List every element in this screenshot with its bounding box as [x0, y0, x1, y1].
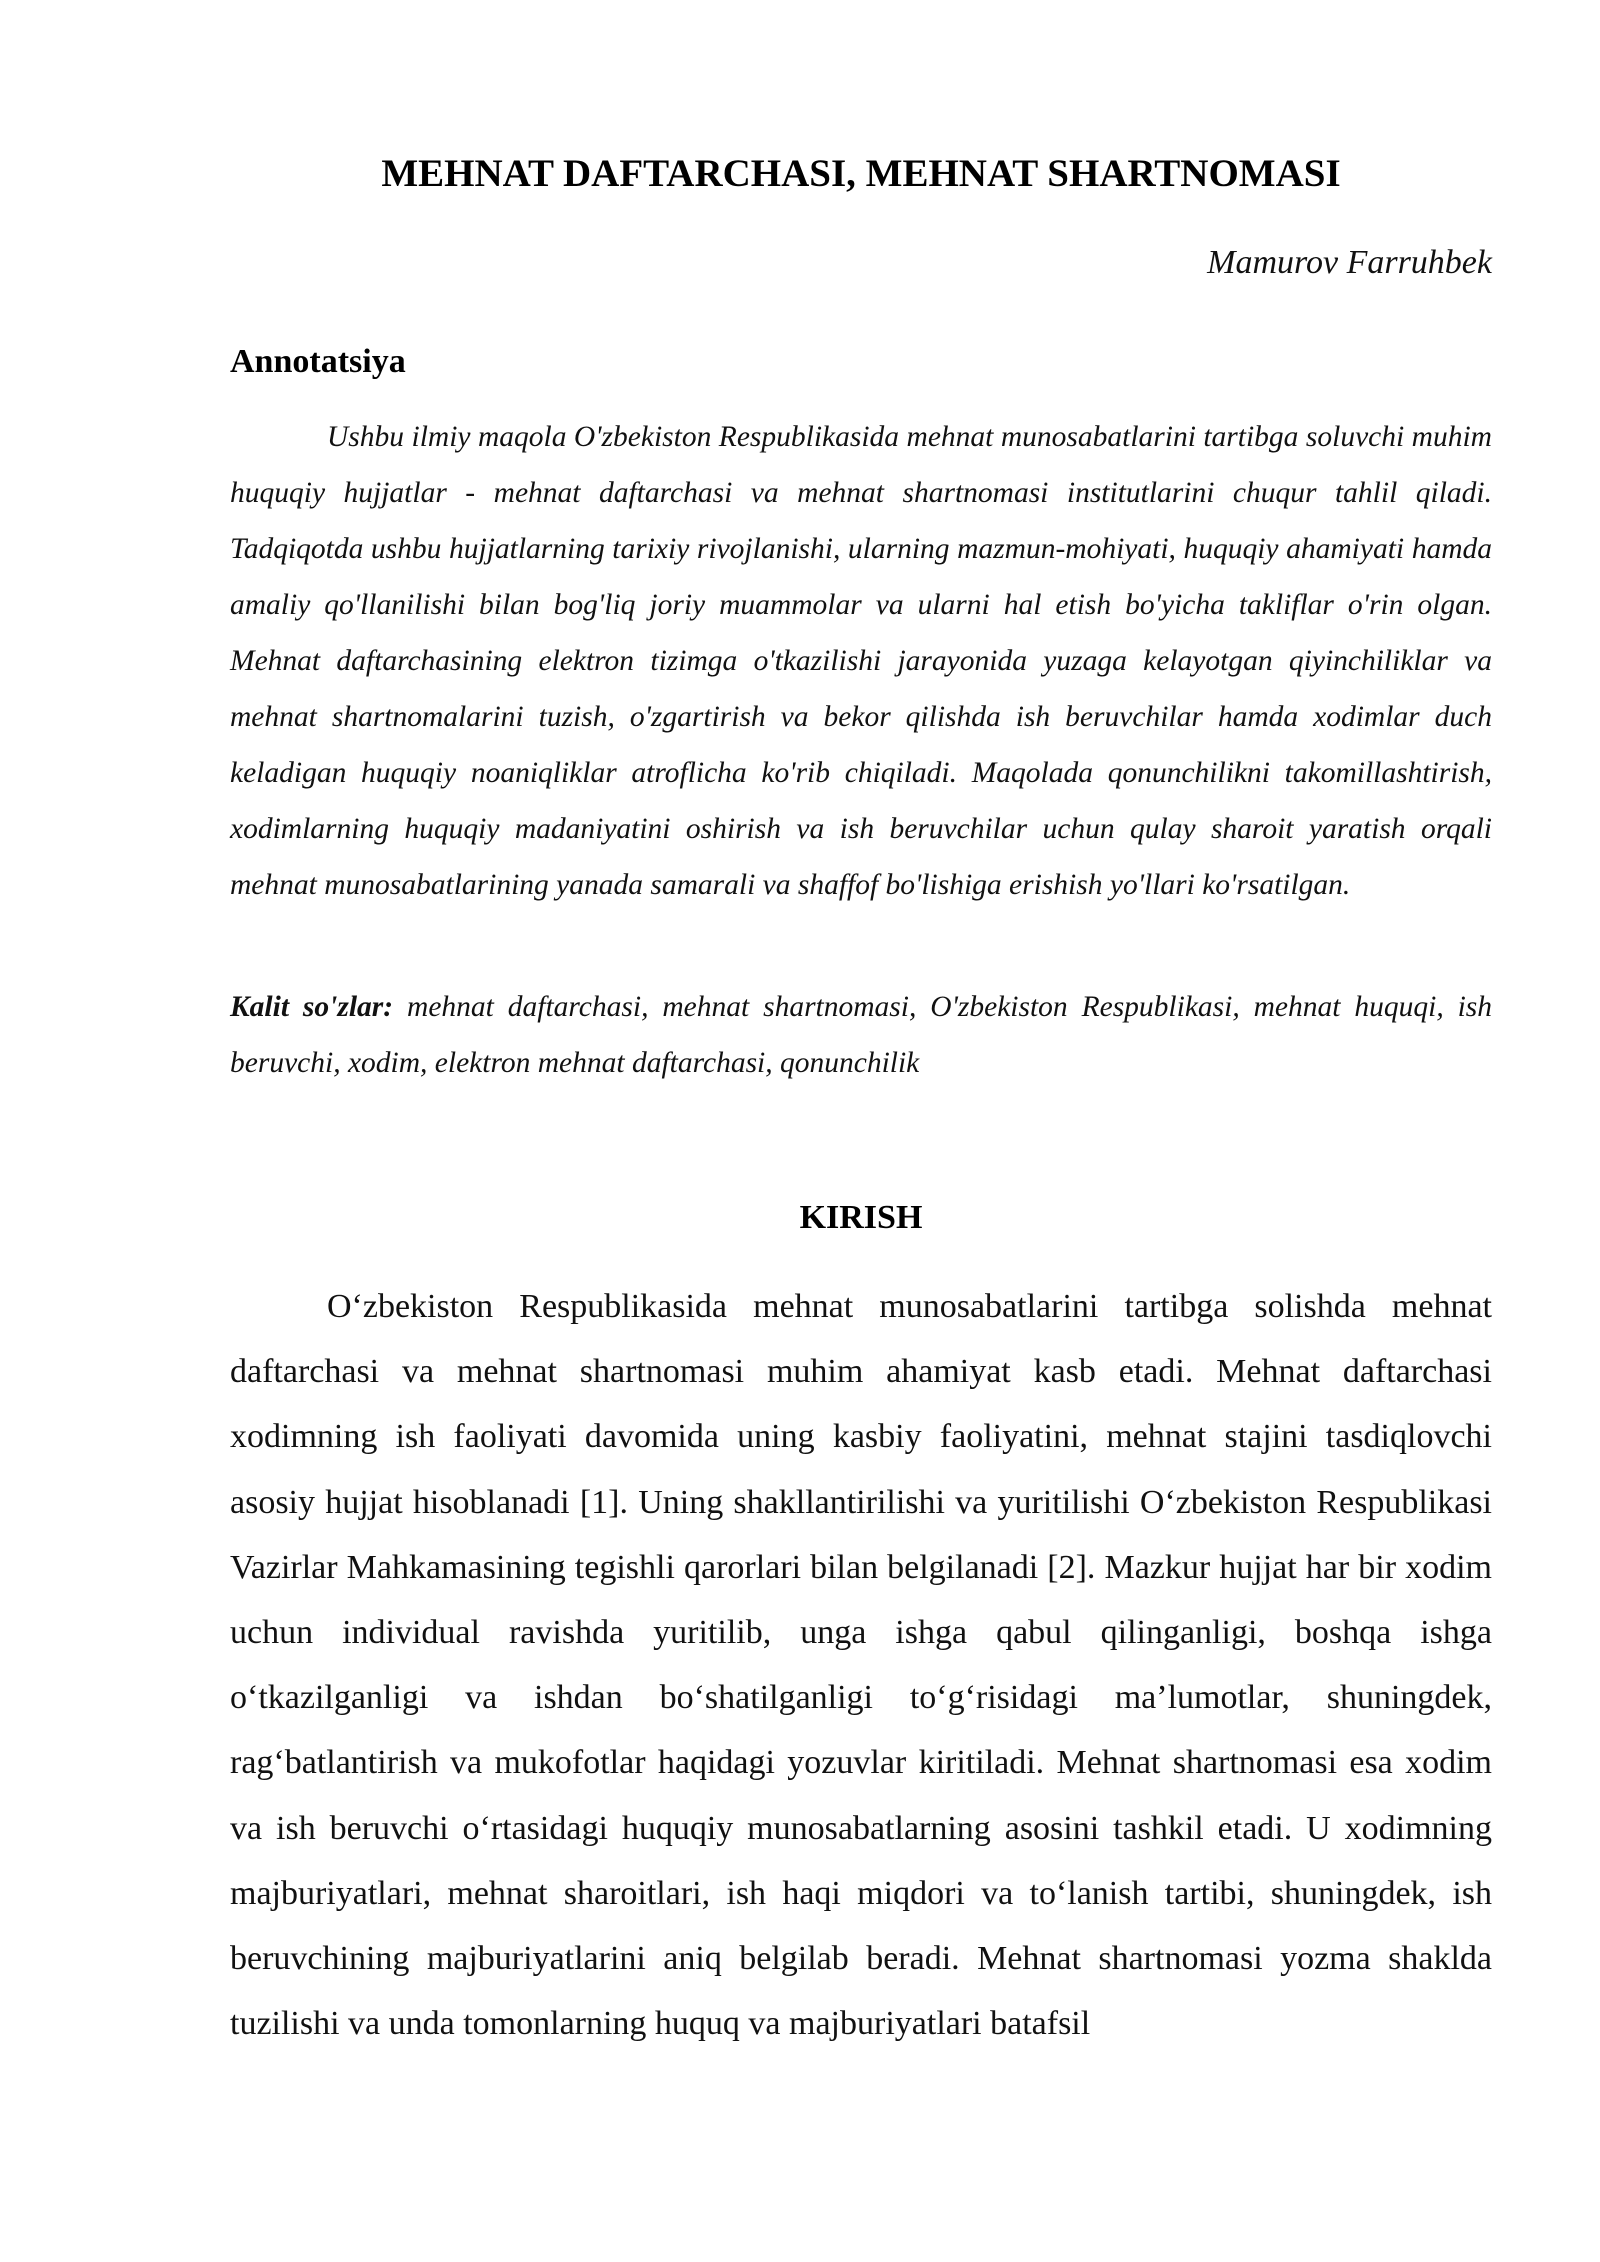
- introduction-paragraph: O‘zbekiston Respublikasida mehnat munosabatlarini tartibga solishda mehnat daftarchasi va mehnat shartnomasi muhim ahamiyat kasb etadi. Mehnat daftarchasi xodimning ish faoliyati davomida uning kasbiy faoliyatini, mehnat stajini tasdiqlovchi asosiy hujjat hisoblanadi [1]. Uning shakllantirilishi va yuritilishi O‘zbekiston Respublikasi Vazirlar Mahkamasining tegishli qarorlari bilan belgilanadi [2]. Mazkur hujjat har bir xodim uchun individual ravishda yuritilib, unga ishga qabul qilinganligi, boshqa ishga o‘tkazilganligi va ishdan bo‘shatilganligi to‘g‘risidagi ma’lumotlar, shuningdek, rag‘batlantirish va mukofotlar haqidagi yozuvlar kiritiladi. Mehnat shartnomasi esa xodim va ish beruvchi o‘rtasidagi huquqiy munosabatlarning asosini tashkil etadi. U xodimning majburiyatlari, mehnat sharoitlari, ish haqi miqdori va to‘lanish tartibi, shuningdek, ish beruvchining majburiyatlarini aniq belgilab beradi. Mehnat shartnomasi yozma shaklda tuzilishi va unda tomonlarning huquq va majburiyatlari batafsil: [230, 1288, 1492, 2043]
- keywords-paragraph: [230, 979, 1492, 1091]
- keywords-label: Kalit so'zlar:: [230, 991, 394, 1023]
- keywords-text: mehnat daftarchasi, mehnat shartnomasi, O'zbekiston Respublikasi, mehnat huquqi, ish beruvchi, xodim, elektron mehnat daftarchasi, qonunchilik: [230, 991, 1493, 1079]
- abstract-heading: Annotatsiya: [230, 343, 406, 380]
- abstract-text: Ushbu ilmiy maqola O'zbekiston Respublikasida mehnat munosabatlarini tartibga soluvchi muhim huquqiy hujjatlar - mehnat daftarchasi va mehnat shartnomasi institutlarini chuqur tahlil qiladi. Tadqiqotda ushbu hujjatlarning tarixiy rivojlanishi, ularning mazmun-mohiyati, huquqiy ahamiyati hamda amaliy qo'llanilishi bilan bog'liq joriy muammolar va ularni hal etish bo'yicha takliflar o'rin olgan. Mehnat daftarchasining elektron tizimga o'tkazilishi jarayonida yuzaga kelayotgan qiyinchiliklar va mehnat shartnomalarini tuzish, o'zgartirish va bekor qilishda ish beruvchilar hamda xodimlar duch keladigan huquqiy noaniqliklar atroflicha ko'rib chiqiladi. Maqolada qonunchilikni takomillashtirish, xodimlarning huquqiy madaniyatini oshirish va ish beruvchilar uchun qulay sharoit yaratish orqali mehnat munosabatlarining yanada samarali va shaffof bo'lishiga erishish yo'llari ko'rsatilgan.: [230, 421, 1492, 901]
- paper-title: MEHNAT DAFTARCHASI, MEHNAT SHARTNOMASI: [381, 152, 1341, 195]
- section-heading-introduction: KIRISH: [799, 1199, 923, 1236]
- author-name: Mamurov Farruhbek: [1207, 244, 1492, 281]
